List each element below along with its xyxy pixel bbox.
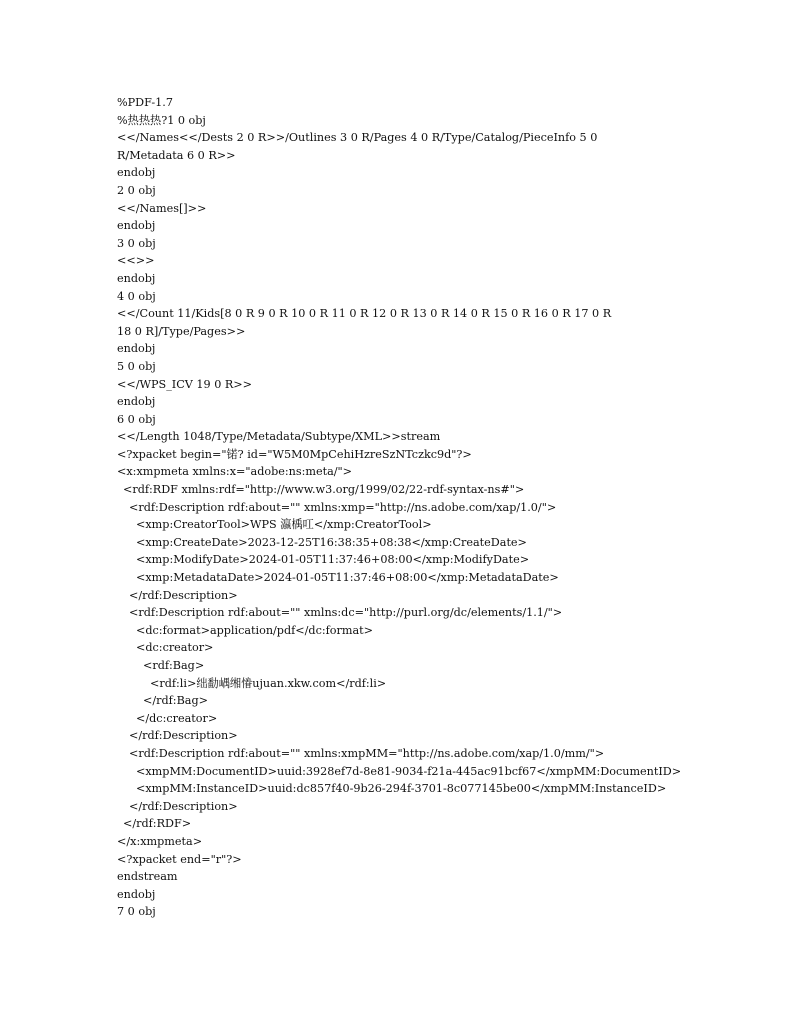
- text-line: endobj: [117, 166, 156, 180]
- text-line: endobj: [117, 887, 156, 901]
- text-line: <rdf:Bag>: [143, 659, 205, 672]
- text-line: </rdf:Description>: [129, 729, 238, 743]
- text-line: <?xpacket begin="锘? id="W5M0MpCehiHzreSzNTczkc9d"?>: [117, 447, 472, 461]
- text-line: </x:xmpmeta>: [117, 834, 203, 848]
- text-line: 4 0 obj: [117, 289, 156, 303]
- text-line: <dc:creator>: [136, 641, 214, 655]
- text-line: endstream: [117, 870, 178, 884]
- text-line: 2 0 obj: [117, 183, 156, 197]
- text-line: 18 0 R]/Type/Pages>>: [117, 324, 246, 338]
- text-line: <</Names[]>>: [117, 201, 207, 215]
- text-line: <dc:format>application/pdf</dc:format>: [136, 623, 373, 637]
- text-line: <</Count 11/Kids[8 0 R 9 0 R 10 0 R 11 0 R 12 0 R 13 0 R 14 0 R 15 0 R 16 0 R 17 0 R: [117, 307, 612, 321]
- text-line: 3 0 obj: [117, 236, 156, 250]
- text-line: 7 0 obj: [117, 905, 156, 919]
- text-line: </rdf:RDF>: [123, 817, 192, 831]
- text-line: endobj: [117, 342, 156, 356]
- text-line: <rdf:Description rdf:about="" xmlns:dc="http://purl.org/dc/elements/1.1/">: [129, 606, 563, 620]
- text-line: </rdf:Description>: [129, 588, 238, 602]
- text-line: </rdf:Bag>: [143, 694, 208, 708]
- text-line: %热热热?1 0 obj: [117, 113, 206, 127]
- text-line: <</Length 1048/Type/Metadata/Subtype/XML>>stream: [117, 430, 441, 444]
- text-line: <?xpacket end="r"?>: [117, 852, 242, 866]
- text-line: <xmp:CreatorTool>WPS 瀛楀叿</xmp:CreatorTool>: [136, 518, 432, 532]
- text-line: <xmpMM:DocumentID>uuid:3928ef7d-8e81-9034-f21a-445ac91bcf67</xmpMM:DocumentID>: [136, 764, 682, 778]
- text-line: <rdf:Description rdf:about="" xmlns:xmp="http://ns.adobe.com/xap/1.0/">: [129, 500, 557, 514]
- text-line: endobj: [117, 395, 156, 409]
- text-line: <rdf:RDF xmlns:rdf="http://www.w3.org/1999/02/22-rdf-syntax-ns#">: [123, 483, 525, 497]
- text-line: <x:xmpmeta xmlns:x="adobe:ns:meta/">: [117, 465, 353, 479]
- text-line: <</WPS_ICV 19 0 R>>: [117, 377, 253, 391]
- text-line: %PDF-1.7: [117, 96, 173, 109]
- text-line: 5 0 obj: [117, 359, 156, 373]
- text-line: <xmp:MetadataDate>2024-01-05T11:37:46+08:00</xmp:MetadataDate>: [136, 571, 559, 585]
- text-line: 6 0 obj: [117, 412, 156, 426]
- text-line: R/Metadata 6 0 R>>: [117, 148, 236, 162]
- text-line: <<>>: [117, 254, 155, 268]
- text-line: <rdf:Description rdf:about="" xmlns:xmpMM="http://ns.adobe.com/xap/1.0/mm/">: [129, 746, 605, 760]
- text-line: endobj: [117, 271, 156, 285]
- text-line: <xmp:ModifyDate>2024-01-05T11:37:46+08:00</xmp:ModifyDate>: [136, 553, 530, 567]
- text-line: <</Names<</Dests 2 0 R>>/Outlines 3 0 R/Pages 4 0 R/Type/Catalog/PieceInfo 5 0: [117, 131, 598, 145]
- text-line: </rdf:Description>: [129, 799, 238, 813]
- text-line: </dc:creator>: [136, 711, 218, 725]
- text-line: <xmpMM:InstanceID>uuid:dc857f40-9b26-294f-3701-8c077145be00</xmpMM:InstanceID>: [136, 782, 667, 796]
- pdf-source-text: [117, 94, 697, 921]
- text-line: <rdf:li>绌勫嵎缃慻ujuan.xkw.com</rdf:li>: [150, 676, 387, 690]
- text-line: endobj: [117, 219, 156, 233]
- text-line: <xmp:CreateDate>2023-12-25T16:38:35+08:38</xmp:CreateDate>: [136, 535, 527, 549]
